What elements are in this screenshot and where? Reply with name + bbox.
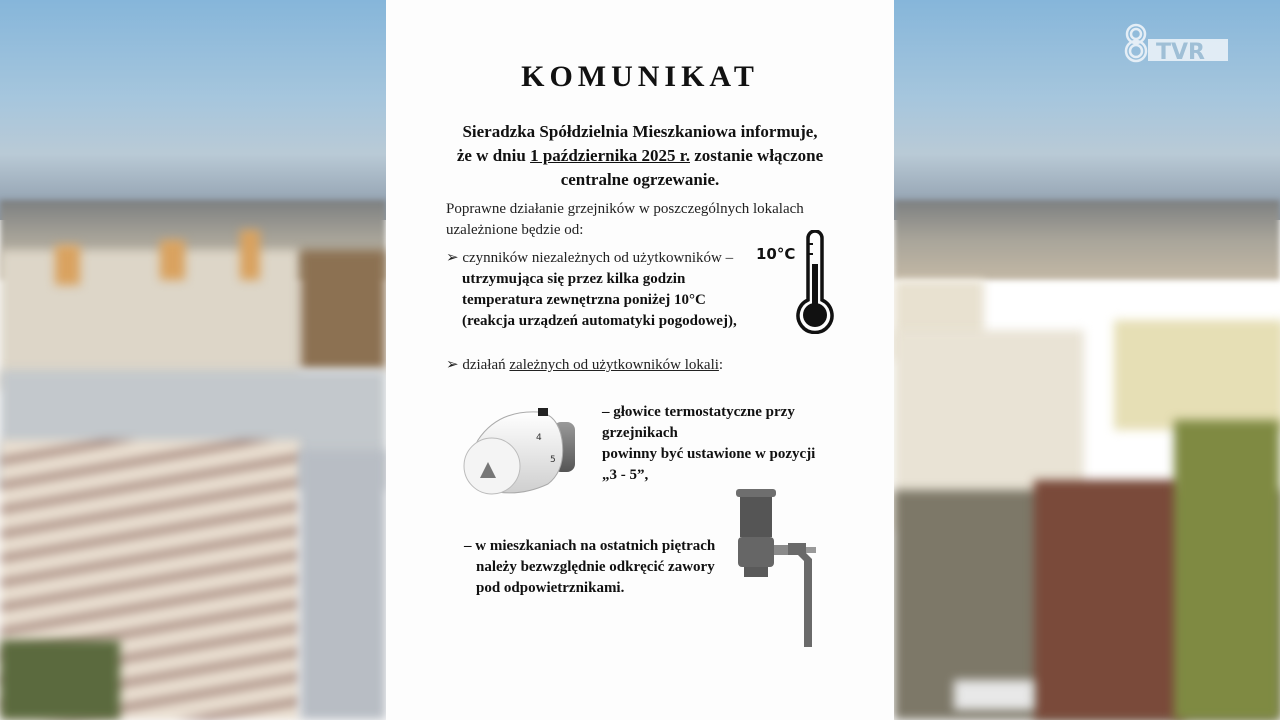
- thermostat-instruction: – głowice termostatyczne przy grzejnikach powinny być ustawione w pozycji „3 - 5”,: [602, 404, 816, 483]
- background-right-aerial-view: [894, 0, 1280, 720]
- svg-text:5: 5: [550, 455, 556, 465]
- page-title: KOMUNIKAT: [521, 60, 759, 93]
- tvr-channel-logo: [1122, 22, 1232, 64]
- bullet-arrow-icon: ➢: [446, 357, 459, 373]
- bullet-independent-factors: ➢ czynników niezależnych od użytkowników – utrzymująca się przez kilka godzin temperatura zewnętrzna poniżej 10°C (reakcja urządzeń automatyki pogodowej),: [446, 250, 737, 329]
- svg-text:4: 4: [536, 433, 542, 443]
- announcement-document: [386, 0, 894, 720]
- air-vent-instruction: – w mieszkaniach na ostatnich piętrach należy bezwzględnie odkręcić zawory pod odpowietrznikami.: [464, 538, 716, 596]
- background-left-aerial-view: [0, 0, 386, 720]
- heating-start-date: 1 października 2025 r.: [530, 146, 690, 165]
- lead-line-1: Sieradzka Spółdzielnia Mieszkaniowa informuje,: [462, 122, 818, 141]
- thermostatic-head-image: [458, 400, 588, 500]
- bullet-user-dependent-actions: ➢ działań zależnych od użytkowników lokali:: [446, 357, 724, 373]
- svg-text:TVR: TVR: [1156, 40, 1205, 64]
- lead-line-3: centralne ogrzewanie.: [560, 170, 720, 189]
- bullet-arrow-icon: ➢: [446, 250, 459, 266]
- temperature-label: 10°C: [756, 245, 796, 263]
- lead-line-2: że w dniu 1 października 2025 r. zostanie włączone: [456, 146, 824, 165]
- announcement-lead: [386, 120, 894, 192]
- intro-paragraph: Poprawne działanie grzejników w poszczególnych lokalach uzależnione będzie od:: [446, 201, 804, 238]
- thermometer-icon: [794, 230, 836, 334]
